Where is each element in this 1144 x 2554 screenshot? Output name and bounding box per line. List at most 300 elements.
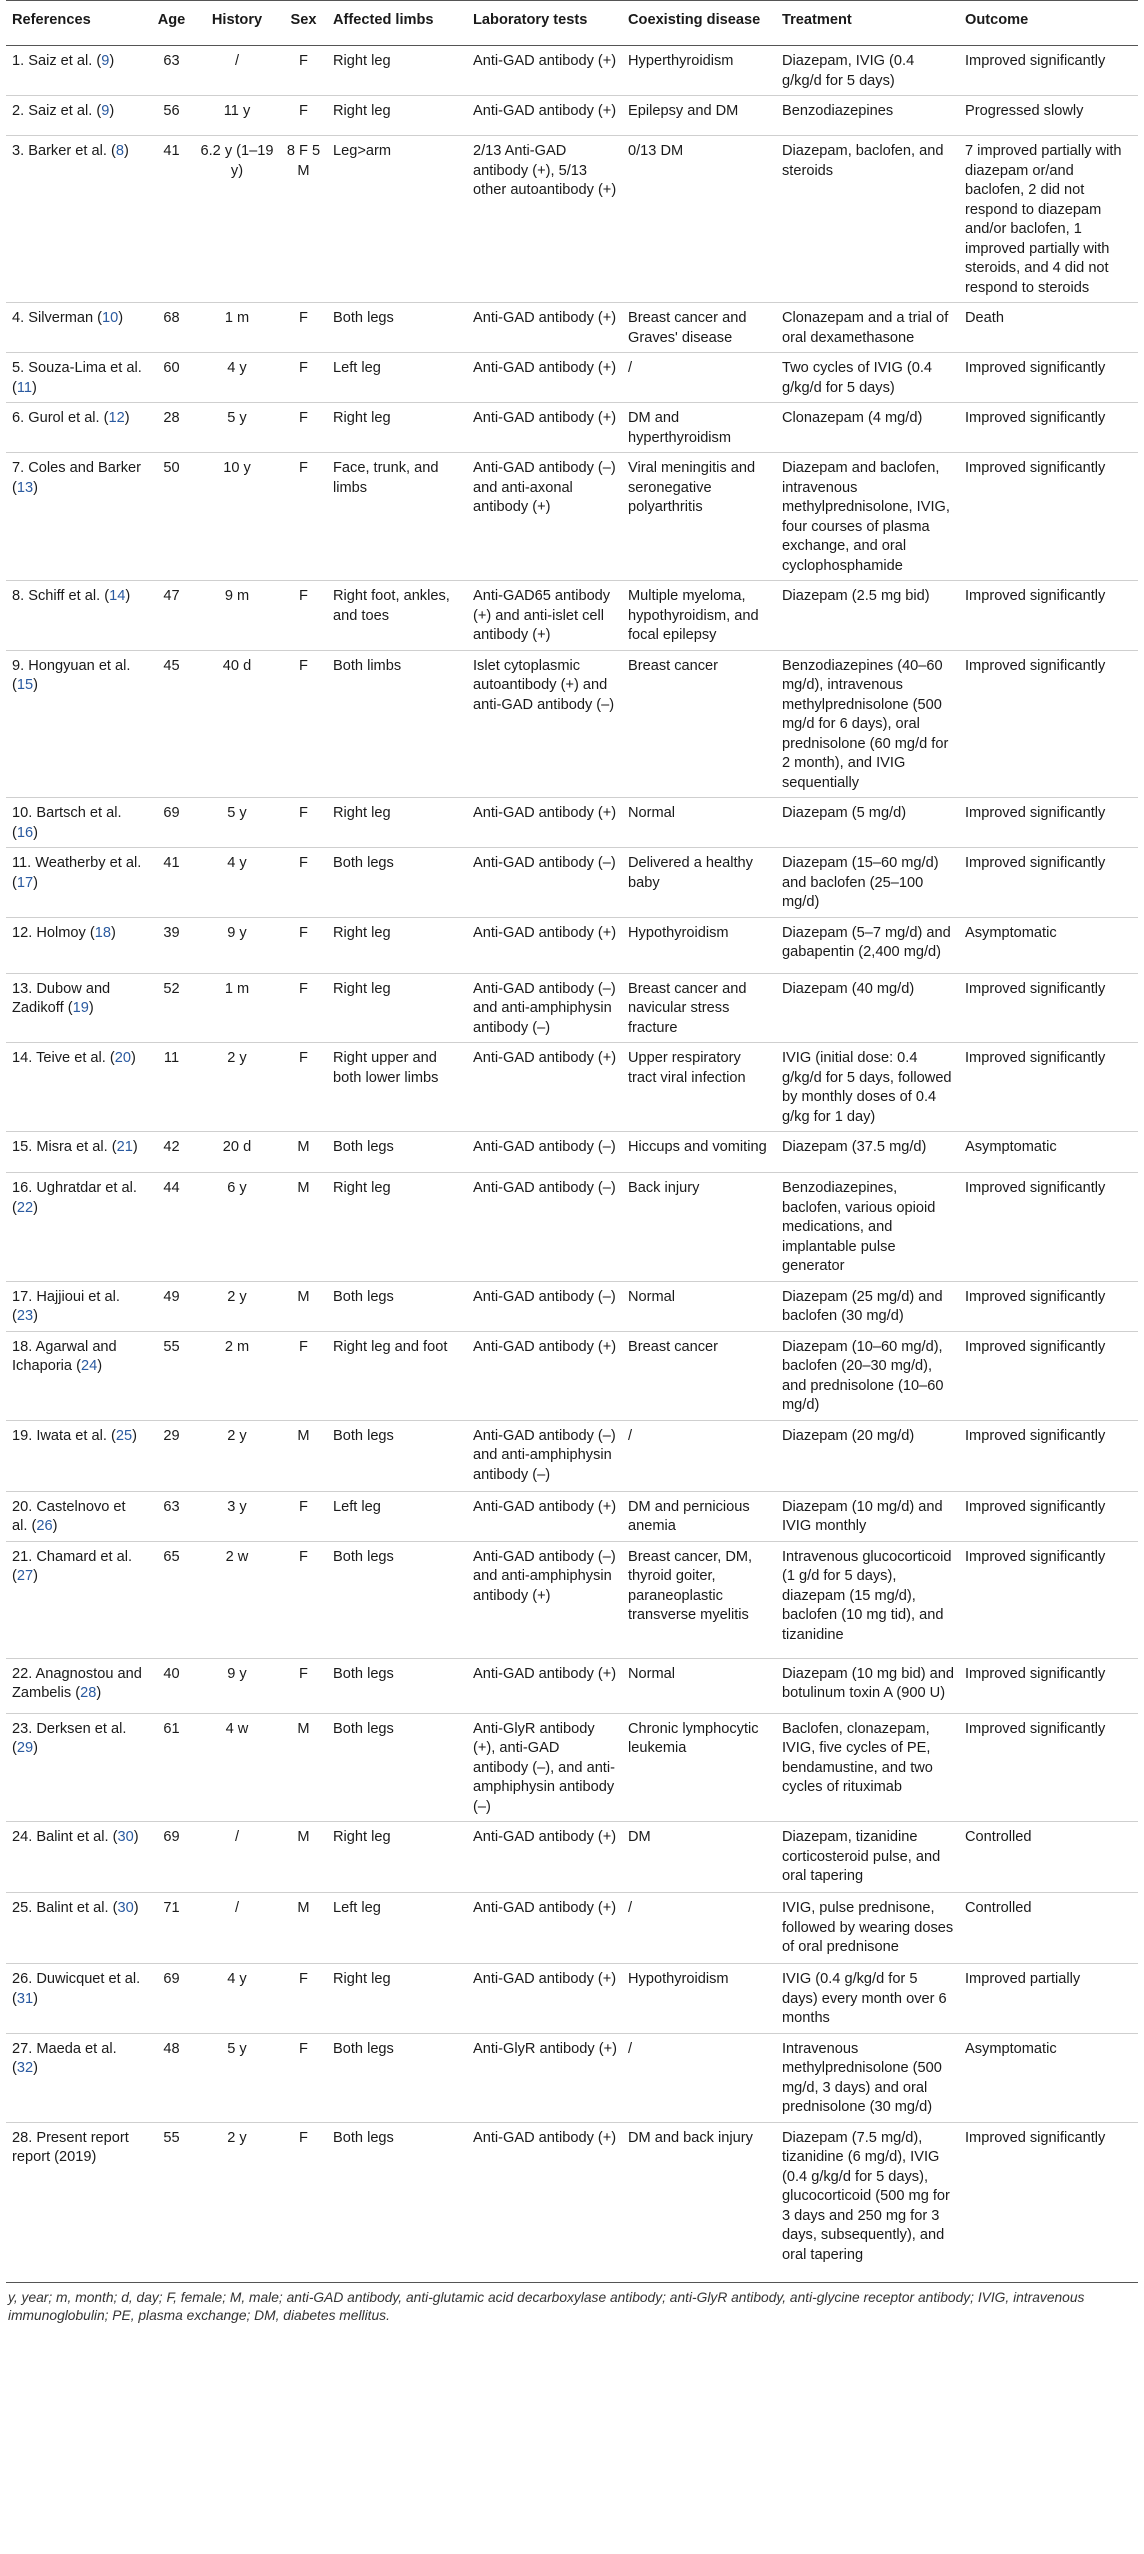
cell-reference	[6, 2033, 149, 2122]
cell-history: 4 w	[225, 1720, 249, 1737]
cell-outcome: Asymptomatic	[965, 1139, 1057, 1155]
cell-age: 48	[163, 2040, 180, 2057]
reference-close: )	[110, 924, 116, 941]
reference-text: 11. Weatherby et al. (	[12, 855, 142, 891]
table-row	[6, 1964, 1138, 2034]
cell-treatment: Diazepam, IVIG (0.4 g/kg/d for 5 days)	[782, 53, 915, 89]
reference-close: )	[109, 103, 115, 119]
reference-close: )	[33, 1990, 38, 2007]
citation-link[interactable]: 9	[101, 53, 110, 69]
cell-treatment: Diazepam (5–7 mg/d) and gabapentin (2,400 mg/d)	[782, 924, 951, 960]
cell-affected-limbs: Right leg	[333, 805, 391, 821]
reference-close: )	[33, 1308, 38, 1324]
citation-link[interactable]: 13	[16, 479, 34, 496]
cell-affected-limbs: Left leg	[333, 1900, 381, 1916]
reference-close: )	[123, 143, 129, 159]
reference-text: 18. Agarwal and Ichaporia (	[12, 1338, 117, 1374]
cell-age: 68	[163, 310, 180, 326]
cell-laboratory-tests: Anti-GAD65 antibody (+) and anti-islet cell antibody (+)	[473, 588, 611, 643]
header-references: References	[12, 12, 91, 28]
table-body	[6, 46, 1138, 2283]
table-row	[6, 1822, 1138, 1893]
citation-link[interactable]: 10	[102, 310, 119, 326]
cell-coexisting-disease: Breast cancer and Graves' disease	[628, 310, 747, 346]
cell-outcome: Improved significantly	[965, 805, 1106, 821]
cell-laboratory-tests: Anti-GAD antibody (–)	[473, 1288, 616, 1305]
reference-text: 5. Souza-Lima et al. (	[12, 360, 142, 396]
cell-age: 60	[163, 360, 180, 376]
cell-laboratory-tests: Anti-GAD antibody (–)	[473, 1180, 616, 1196]
cell-laboratory-tests: Anti-GAD antibody (+)	[473, 1665, 617, 1682]
cell-outcome: Improved significantly	[965, 53, 1106, 69]
cell-reference	[6, 1541, 149, 1658]
reference-text: 10. Bartsch et al. (	[12, 805, 122, 841]
citation-link[interactable]: 12	[108, 410, 125, 426]
cell-sex: 8 F 5 M	[286, 143, 321, 179]
table-row	[6, 1331, 1138, 1420]
cell-laboratory-tests: Anti-GAD antibody (+)	[473, 1050, 617, 1066]
cell-history: 4 y	[227, 855, 247, 871]
citation-link[interactable]: 11	[16, 379, 33, 396]
cell-affected-limbs: Left leg	[333, 360, 381, 376]
cell-outcome: Improved significantly	[965, 1548, 1106, 1565]
reference-close: )	[133, 1829, 139, 1845]
cell-coexisting-disease: /	[628, 360, 633, 376]
cell-reference	[6, 303, 149, 353]
citation-link[interactable]: 18	[94, 924, 111, 941]
cell-sex: F	[299, 310, 308, 326]
reference-close: )	[33, 2060, 38, 2076]
reference-text: 1. Saiz et al. (	[12, 53, 102, 69]
cell-treatment: Diazepam (40 mg/d)	[782, 980, 915, 997]
reference-close: )	[97, 1358, 103, 1374]
cell-treatment: Diazepam (20 mg/d)	[782, 1427, 915, 1444]
header-affected-limbs: Affected limbs	[333, 12, 434, 28]
cell-laboratory-tests: Islet cytoplasmic autoantibody (+) and anti-GAD antibody (–)	[473, 657, 615, 713]
cell-reference	[6, 1132, 149, 1173]
table-row	[6, 1173, 1138, 1282]
cell-coexisting-disease: /	[628, 2040, 633, 2057]
table-row	[6, 453, 1138, 581]
cell-outcome: Improved significantly	[965, 980, 1106, 997]
cell-reference	[6, 1331, 149, 1420]
reference-text: 15. Misra et al. (	[12, 1139, 117, 1155]
cell-history: 9 y	[227, 924, 247, 941]
reference-text: 26. Duwicquet et al. (	[12, 1971, 141, 2007]
cell-history: /	[234, 53, 240, 69]
cell-treatment: Diazepam (15–60 mg/d) and baclofen (25–100 mg/d)	[782, 855, 939, 910]
cell-treatment: Intravenous glucocorticoid (1 g/d for 5 days), diazepam (15 mg/d), baclofen (10 mg tid), and tizanidine	[782, 1548, 952, 1643]
cell-outcome: Death	[965, 310, 1004, 326]
cell-laboratory-tests: Anti-GAD antibody (+)	[473, 1971, 617, 1987]
cell-age: 63	[163, 53, 180, 69]
cell-outcome: Improved significantly	[965, 1180, 1106, 1196]
cell-laboratory-tests: Anti-GAD antibody (–)	[473, 855, 616, 871]
cell-reference	[6, 1893, 149, 1964]
cell-affected-limbs: Both legs	[333, 310, 394, 326]
reference-text: 23. Derksen et al. (	[12, 1720, 127, 1756]
cell-sex: F	[299, 2129, 308, 2146]
cell-reference	[6, 581, 149, 651]
cell-sex: F	[299, 360, 308, 376]
cell-affected-limbs: Face, trunk, and limbs	[333, 460, 439, 496]
cell-laboratory-tests: Anti-GAD antibody (–) and anti-amphiphysin antibody (–)	[473, 980, 616, 1036]
cell-outcome: Improved significantly	[965, 2129, 1106, 2146]
cell-laboratory-tests: Anti-GAD antibody (+)	[473, 310, 617, 326]
cell-laboratory-tests: Anti-GAD antibody (+)	[473, 1498, 617, 1515]
cell-coexisting-disease: Hyperthyroidism	[628, 53, 734, 69]
cell-outcome: Improved partially	[965, 1971, 1081, 1987]
cell-reference	[6, 1658, 149, 1713]
cell-affected-limbs: Both legs	[333, 2040, 394, 2057]
table-header	[6, 1, 1138, 46]
cell-coexisting-disease: Chronic lymphocytic leukemia	[628, 1720, 759, 1756]
table-row	[6, 46, 1138, 96]
cell-history: 5 y	[227, 805, 247, 821]
cell-laboratory-tests: Anti-GAD antibody (–) and anti-axonal antibody (+)	[473, 460, 616, 515]
cell-sex: F	[299, 1548, 308, 1565]
cell-affected-limbs: Right foot, ankles, and toes	[333, 588, 450, 624]
cell-history: 2 m	[224, 1338, 250, 1355]
header-history: History	[211, 12, 263, 28]
cell-coexisting-disease: DM and back injury	[628, 2129, 753, 2146]
citation-link[interactable]: 17	[16, 874, 34, 891]
cell-sex: M	[297, 1900, 310, 1916]
cell-age: 41	[163, 855, 180, 871]
cell-history: 9 m	[224, 588, 250, 604]
citation-link[interactable]: 15	[16, 677, 34, 693]
cell-outcome: Improved significantly	[965, 1665, 1106, 1682]
citation-link[interactable]: 22	[16, 1199, 34, 1216]
reference-text: 8. Schiff et al. (	[12, 588, 110, 604]
cell-coexisting-disease: 0/13 DM	[628, 143, 684, 159]
reference-close: )	[124, 410, 130, 426]
cell-laboratory-tests: Anti-GAD antibody (+)	[473, 410, 617, 426]
citation-link[interactable]: 32	[16, 2060, 34, 2076]
reference-text: 6. Gurol et al. (	[12, 410, 109, 426]
cell-reference	[6, 1173, 149, 1282]
table-row	[6, 1132, 1138, 1173]
cell-age: 39	[163, 924, 180, 941]
citation-link[interactable]: 28	[80, 1685, 97, 1701]
cell-age: 49	[163, 1288, 180, 1305]
cell-age: 69	[163, 1829, 180, 1845]
citation-link[interactable]: 21	[116, 1139, 133, 1155]
cell-age: 63	[163, 1498, 180, 1515]
cell-reference	[6, 136, 149, 303]
cell-treatment: Diazepam (25 mg/d) and baclofen (30 mg/d)	[782, 1288, 943, 1324]
cell-affected-limbs: Both limbs	[333, 657, 402, 674]
header-laboratory-tests: Laboratory tests	[473, 12, 588, 28]
reference-text: 4. Silverman (	[12, 310, 103, 326]
cell-age: 56	[163, 103, 180, 119]
cell-affected-limbs: Left leg	[333, 1498, 381, 1515]
citation-link[interactable]: 9	[101, 103, 110, 119]
cell-reference	[6, 46, 149, 96]
cell-outcome: Improved significantly	[965, 855, 1106, 871]
cell-coexisting-disease: Delivered a healthy baby	[628, 855, 753, 891]
citation-link[interactable]: 19	[72, 1000, 89, 1016]
citation-link[interactable]: 8	[115, 143, 124, 159]
cell-coexisting-disease: Hypothyroidism	[628, 1971, 729, 1987]
cell-coexisting-disease: Normal	[628, 805, 676, 821]
cell-history: 11 y	[223, 103, 251, 119]
citation-link[interactable]: 30	[117, 1900, 134, 1916]
cell-age: 71	[163, 1900, 180, 1916]
cell-history: 4 y	[227, 360, 247, 376]
cell-history: /	[234, 1900, 240, 1916]
cell-age: 61	[163, 1720, 180, 1737]
table-row	[6, 848, 1138, 918]
table-row	[6, 581, 1138, 651]
header-coexisting-disease: Coexisting disease	[628, 12, 761, 28]
cell-sex: F	[299, 460, 308, 476]
cell-coexisting-disease: Breast cancer, DM, thyroid goiter, paraneoplastic transverse myelitis	[628, 1548, 753, 1623]
cell-laboratory-tests: Anti-GAD antibody (–) and anti-amphiphysin antibody (–)	[473, 1427, 616, 1483]
cell-affected-limbs: Both legs	[333, 1139, 394, 1155]
cell-age: 11	[163, 1050, 180, 1066]
cell-affected-limbs: Right leg	[333, 980, 391, 997]
cell-history: 4 y	[227, 1971, 247, 1987]
cell-sex: M	[297, 1427, 310, 1444]
citation-link[interactable]: 23	[16, 1308, 34, 1324]
cell-history: 5 y	[227, 410, 247, 426]
reference-text: 14. Teive et al. (	[12, 1050, 115, 1066]
cell-affected-limbs: Both legs	[333, 1288, 394, 1305]
header-outcome: Outcome	[965, 12, 1029, 28]
cell-coexisting-disease: /	[628, 1900, 633, 1916]
cell-reference	[6, 1964, 149, 2034]
cell-sex: F	[299, 924, 308, 941]
cell-outcome: Improved significantly	[965, 360, 1106, 376]
reference-text: 16. Ughratdar et al. (	[12, 1180, 137, 1216]
reference-close: )	[96, 1685, 102, 1701]
cell-sex: F	[299, 657, 308, 674]
cell-outcome: Improved significantly	[965, 460, 1106, 476]
cell-treatment: Diazepam (7.5 mg/d), tizanidine (6 mg/d), IVIG (0.4 g/kg/d for 5 days), glucocorticoid (500 mg for 3 days and 250 mg for 3 days, subsequently), and oral tapering	[782, 2129, 950, 2263]
citation-link[interactable]: 20	[114, 1050, 131, 1066]
cell-affected-limbs: Right upper and both lower limbs	[333, 1050, 439, 1086]
cell-history: 9 y	[227, 1665, 247, 1682]
cell-treatment: Diazepam (37.5 mg/d)	[782, 1139, 927, 1155]
cell-outcome: Controlled	[965, 1900, 1032, 1916]
cell-laboratory-tests: Anti-GAD antibody (+)	[473, 924, 617, 941]
cell-age: 28	[163, 410, 180, 426]
reference-close: )	[33, 1740, 38, 1756]
reference-text: 12. Holmoy (	[12, 924, 95, 941]
table-row	[6, 1491, 1138, 1541]
cell-sex: M	[297, 1720, 310, 1737]
cell-coexisting-disease: Multiple myeloma, hypothyroidism, and focal epilepsy	[628, 588, 759, 643]
cell-history: 10 y	[223, 460, 251, 476]
cell-outcome: Controlled	[965, 1829, 1032, 1845]
reference-close: )	[52, 1518, 58, 1534]
table-row	[6, 1541, 1138, 1658]
citation-link[interactable]: 27	[16, 1568, 34, 1584]
cell-affected-limbs: Right leg	[333, 103, 391, 119]
cell-outcome: Improved significantly	[965, 1288, 1106, 1305]
table-row	[6, 1658, 1138, 1713]
cell-sex: M	[297, 1288, 310, 1305]
cell-history: 40 d	[222, 657, 252, 674]
header-sex: Sex	[290, 12, 317, 28]
cell-affected-limbs: Both legs	[333, 1548, 394, 1565]
cell-outcome: Asymptomatic	[965, 2040, 1057, 2057]
cell-laboratory-tests: Anti-GAD antibody (+)	[473, 360, 617, 376]
table-row	[6, 1713, 1138, 1822]
reference-text: 21. Chamard et al. (	[12, 1548, 133, 1584]
cell-sex: F	[299, 805, 308, 821]
cell-outcome: Improved significantly	[965, 1720, 1106, 1737]
cell-treatment: Diazepam (10 mg bid) and botulinum toxin A (900 U)	[782, 1665, 954, 1701]
cell-reference	[6, 96, 149, 136]
cell-sex: F	[299, 103, 308, 119]
cell-laboratory-tests: Anti-GlyR antibody (+)	[473, 2040, 617, 2057]
reference-text: 3. Barker et al. (	[12, 143, 116, 159]
cell-age: 44	[163, 1180, 180, 1196]
cell-treatment: Diazepam (5 mg/d)	[782, 805, 907, 821]
cell-coexisting-disease: Hiccups and vomiting	[628, 1139, 767, 1155]
cell-laboratory-tests: 2/13 Anti-GAD antibody (+), 5/13 other autoantibody (+)	[473, 143, 617, 198]
cell-history: 2 y	[227, 1427, 247, 1444]
cell-affected-limbs: Right leg	[333, 53, 391, 69]
table-row	[6, 1281, 1138, 1331]
cell-affected-limbs: Right leg	[333, 1971, 391, 1987]
cell-treatment: Benzodiazepines, baclofen, various opioid medications, and implantable pulse generator	[782, 1180, 936, 1274]
cell-reference	[6, 1281, 149, 1331]
citation-link[interactable]: 29	[16, 1740, 34, 1756]
cell-treatment: Diazepam, tizanidine corticosteroid pulse, and oral tapering	[782, 1829, 941, 1884]
cell-age: 40	[163, 1665, 180, 1682]
cell-outcome: Improved significantly	[965, 1338, 1106, 1355]
cell-coexisting-disease: Breast cancer	[628, 1338, 719, 1355]
cell-coexisting-disease: Back injury	[628, 1180, 700, 1196]
reference-text: 22. Anagnostou and Zambelis (	[12, 1665, 142, 1701]
cell-sex: F	[299, 1050, 308, 1066]
cell-age: 47	[163, 588, 180, 604]
cell-outcome: Improved significantly	[965, 1498, 1106, 1515]
cell-sex: F	[299, 53, 308, 69]
cell-age: 55	[163, 2129, 180, 2146]
table-row	[6, 1420, 1138, 1491]
reference-text: 28. Present report report (2019)	[12, 2129, 129, 2165]
cell-coexisting-disease: Hypothyroidism	[628, 924, 729, 941]
cell-laboratory-tests: Anti-GAD antibody (+)	[473, 1829, 617, 1845]
reference-close: )	[88, 1000, 94, 1016]
cell-outcome: Progressed slowly	[965, 103, 1084, 119]
cell-sex: F	[299, 588, 308, 604]
reference-text: 19. Iwata et al. (	[12, 1427, 116, 1444]
cell-coexisting-disease: Breast cancer and navicular stress fracture	[628, 980, 747, 1036]
cell-laboratory-tests: Anti-GAD antibody (+)	[473, 1338, 617, 1355]
cell-reference	[6, 798, 149, 848]
cell-treatment: IVIG (initial dose: 0.4 g/kg/d for 5 days, followed by monthly doses of 0.4 g/kg for 1 day)	[782, 1050, 952, 1125]
citation-link[interactable]: 14	[109, 588, 126, 604]
cell-coexisting-disease: Epilepsy and DM	[628, 103, 739, 119]
cell-laboratory-tests: Anti-GAD antibody (+)	[473, 103, 617, 119]
cell-age: 69	[163, 1971, 180, 1987]
cell-outcome: Improved significantly	[965, 588, 1106, 604]
cell-age: 45	[163, 657, 180, 674]
header-treatment: Treatment	[782, 12, 852, 28]
cell-treatment: Baclofen, clonazepam, IVIG, five cycles of PE, bendamustine, and two cycles of rituximab	[782, 1720, 933, 1795]
table-row	[6, 96, 1138, 136]
reference-close: )	[33, 1568, 38, 1584]
citation-link[interactable]: 26	[36, 1518, 53, 1534]
reference-text: 2. Saiz et al. (	[12, 103, 102, 119]
cell-history: 6.2 y (1–19 y)	[200, 143, 274, 179]
cell-reference	[6, 2122, 149, 2282]
cell-reference	[6, 973, 149, 1043]
table-row	[6, 973, 1138, 1043]
reference-close: )	[125, 588, 131, 604]
reference-close: )	[132, 1139, 138, 1155]
cell-treatment: Two cycles of IVIG (0.4 g/kg/d for 5 days)	[782, 360, 933, 396]
cell-history: 5 y	[227, 2040, 247, 2057]
cell-reference	[6, 1822, 149, 1893]
citation-link[interactable]: 24	[80, 1358, 98, 1374]
reference-text: 25. Balint et al. (	[12, 1900, 118, 1916]
cell-age: 52	[163, 980, 180, 997]
cell-reference	[6, 403, 149, 453]
reference-close: )	[131, 1050, 136, 1066]
cell-sex: F	[299, 1665, 308, 1682]
cell-reference	[6, 353, 149, 403]
citation-link[interactable]: 16	[16, 824, 34, 841]
citation-link[interactable]: 30	[117, 1829, 134, 1845]
citation-link[interactable]: 25	[115, 1427, 133, 1444]
cell-outcome: 7 improved partially with diazepam or/and baclofen, 2 did not respond to diazepam and/or baclofen, 1 improved partially with steroids, and 4 did not respond to steroids	[965, 143, 1122, 296]
cell-sex: F	[299, 855, 308, 871]
cell-sex: F	[299, 1971, 308, 1987]
cell-sex: F	[299, 410, 308, 426]
cell-outcome: Improved significantly	[965, 1427, 1106, 1444]
cell-sex: F	[299, 980, 308, 997]
reference-close: )	[33, 1199, 38, 1216]
table-row	[6, 2033, 1138, 2122]
cell-sex: F	[299, 1338, 308, 1355]
cell-affected-limbs: Right leg	[333, 410, 391, 426]
cell-laboratory-tests: Anti-GAD antibody (+)	[473, 53, 617, 69]
table-row	[6, 136, 1138, 303]
citation-link[interactable]: 31	[16, 1990, 34, 2007]
reference-close: )	[33, 677, 38, 693]
reference-close: )	[32, 379, 37, 396]
cell-reference	[6, 650, 149, 798]
table-row	[6, 353, 1138, 403]
header-age: Age	[157, 12, 186, 28]
cell-coexisting-disease: /	[628, 1427, 633, 1444]
cell-history: 20 d	[222, 1139, 252, 1155]
cell-affected-limbs: Right leg	[333, 924, 391, 941]
cell-history: 3 y	[227, 1498, 247, 1515]
cell-history: 2 w	[225, 1548, 249, 1565]
cell-coexisting-disease: DM	[628, 1829, 651, 1845]
cell-coexisting-disease: Breast cancer	[628, 657, 719, 674]
case-summary-table	[6, 0, 1138, 2283]
cell-affected-limbs: Right leg	[333, 1829, 391, 1845]
table-row	[6, 1893, 1138, 1964]
cell-treatment: IVIG, pulse prednisone, followed by wearing doses of oral prednisone	[782, 1900, 954, 1955]
cell-reference	[6, 453, 149, 581]
cell-treatment: Diazepam and baclofen, intravenous methylprednisolone, IVIG, four courses of plasma exchange, and oral cyclophosphamide	[782, 460, 950, 574]
cell-age: 50	[163, 460, 180, 476]
cell-coexisting-disease: DM and hyperthyroidism	[628, 410, 732, 446]
reference-close: )	[118, 310, 124, 326]
cell-history: 2 y	[227, 1050, 247, 1066]
cell-sex: M	[297, 1139, 310, 1155]
table-row	[6, 917, 1138, 973]
